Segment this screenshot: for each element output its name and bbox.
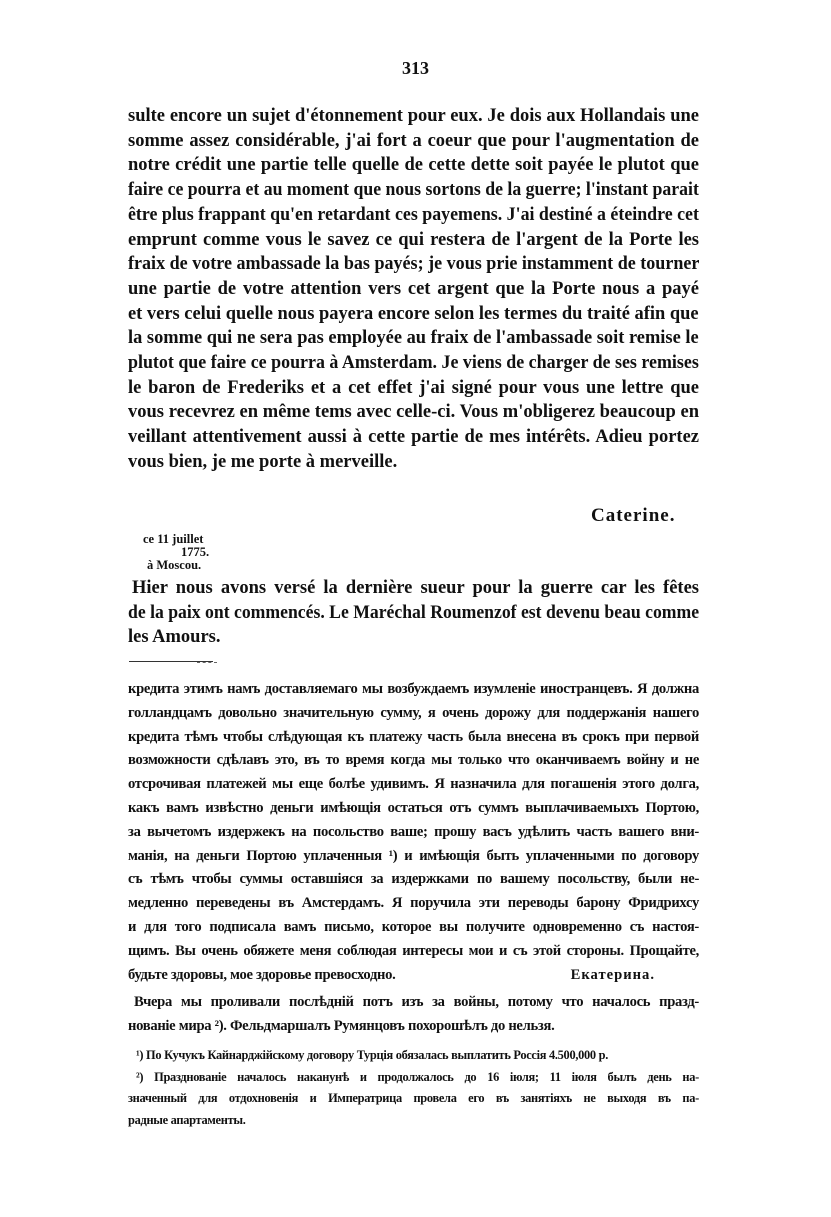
text-line: et vers celui quelle nous payera encore selon les termes du traité afin que (128, 303, 699, 324)
russian-postscript (128, 991, 699, 1038)
text-line: съ тѣмъ чтобы суммы оставшіяся за издержками по вашему посольству, были не- (128, 871, 699, 888)
text-line: щимъ. Вы очень обяжете меня соблюдая интересы мои и съ этой стороны. Прощайте, (128, 942, 699, 959)
footnote-continuation: радные апартаменты. (128, 1112, 246, 1127)
date-line: 1775. (181, 545, 210, 560)
text-line: notre crédit une partie telle quelle de cette dette soit payée le plutot que (128, 155, 699, 176)
closing-line (128, 964, 699, 988)
text-line: veillant attentivement aussi à cette partie de mes intérêts. Adieu portez (128, 427, 699, 448)
text-line: Hier nous avons versé la dernière sueur pour la guerre car les fêtes (132, 578, 699, 598)
text-line: кредита тѣмъ чтобы слѣдующая къ платежу часть была внесена въ срокъ при первой (128, 728, 699, 745)
text-line: за вычетомъ издержекъ на посольство ваше; прошу васъ удѣлить часть вашего вни- (128, 823, 699, 840)
french-letter-body (128, 104, 699, 475)
text-line: нованіе мира ²). Фельдмаршалъ Румянцовъ похорошѣлъ до нельзя. (128, 1017, 555, 1034)
text-line: медленно переведены въ Амстердамъ. Я поручила эти переводы барону Фридрихсу (128, 895, 699, 912)
letter-date (143, 533, 209, 573)
text-line: de la paix ont commencés. Le Maréchal Roumenzof est devenu beau comme (128, 602, 700, 623)
page-number: 313 (402, 58, 429, 78)
footnote: ¹) По Кучукъ Кайнарджійскому договору Турція обязалась выплатить Россія 4.500,000 р. (136, 1048, 609, 1062)
text-line: vous recevrez en même tems avec celle-ci. Vous m'obligerez beaucoup en (128, 402, 699, 423)
text-line: манія, на деньги Портою уплаченныя ¹) и имѣющія быть уплаченными по договору (128, 847, 699, 864)
text-line: somme assez considérable, j'ai fort a coeur que pour l'augmentation de (128, 130, 699, 151)
text-line: une partie de votre attention vers cet argent que la Porte nous a payé (128, 278, 699, 299)
footnote-continuation: значенный для отдохновенія и Императрица провела его въ занятіяхъ не выходя въ па- (128, 1091, 699, 1105)
text-line: le baron de Frederiks et a cet effet j'ai signé pour vous une lettre que (128, 377, 699, 398)
text-line: возможности сдѣлавъ это, въ то время когда мы только что оканчиваемъ войну и не (128, 752, 699, 769)
section-divider-tail (197, 662, 217, 663)
text-line: какъ вамъ извѣстно деньги имѣющія остаться отъ суммъ выплачиваемыхъ Портою, (128, 799, 699, 816)
text-line: plutot que faire ce pourra à Amsterdam. Je viens de charger de ses remises (128, 353, 699, 374)
text-line: fraix de votre ambassade la bas payés; je vous prie instamment de tourner (128, 254, 700, 275)
french-postscript (128, 576, 699, 650)
text-line: кредита этимъ намъ доставляемаго мы возбуждаемъ изумленіе иностранцевъ. Я должна (128, 681, 699, 697)
text-line: faire ce pourra et au moment que nous sortons de la guerre; l'instant parait (128, 180, 699, 201)
text-line: отсрочивая платежей мы еще болѣе удивимъ. Я назначила для погашенія этого долга, (128, 776, 699, 793)
russian-translation-body (128, 678, 699, 987)
text-line: emprunt comme vous le savez ce qui restera de l'argent de la Porte les (128, 229, 699, 250)
date-line: ce 11 juillet (143, 532, 204, 546)
text-line: être plus frappant qu'en retardant ces payemens. J'ai destiné a éteindre cet (128, 204, 699, 225)
text-line: голландцамъ довольно значительную сумму, я очень дорожу для поддержанія нашего (128, 704, 699, 721)
text-line: sulte encore un sujet d'étonnement pour eux. Je dois aux Hollandais une (128, 106, 699, 126)
text-line: Вчера мы проливали послѣдній потъ изъ за войны, потому что началось празд- (134, 994, 699, 1010)
footnote: ²) Празднованіе началось наканунѣ и продолжалось до 16 іюля; 11 іюля былъ день на- (136, 1069, 699, 1084)
russian-signature: Екатерина. (570, 966, 655, 983)
date-line: à Moscou. (147, 558, 202, 573)
text-line: vous bien, je me porte à merveille. (128, 451, 398, 472)
text-line: и для того подписала вамъ письмо, которое вы получите одновременно съ настоя- (128, 918, 699, 935)
text-line: будьте здоровы, мое здоровье превосходно. (128, 966, 396, 983)
french-signature: Caterine. (591, 505, 676, 526)
footnotes (128, 1045, 699, 1131)
text-line: les Amours. (128, 627, 221, 647)
text-line: la somme qui ne sera pas employée au fraix de l'ambassade soit remise le (128, 328, 699, 349)
